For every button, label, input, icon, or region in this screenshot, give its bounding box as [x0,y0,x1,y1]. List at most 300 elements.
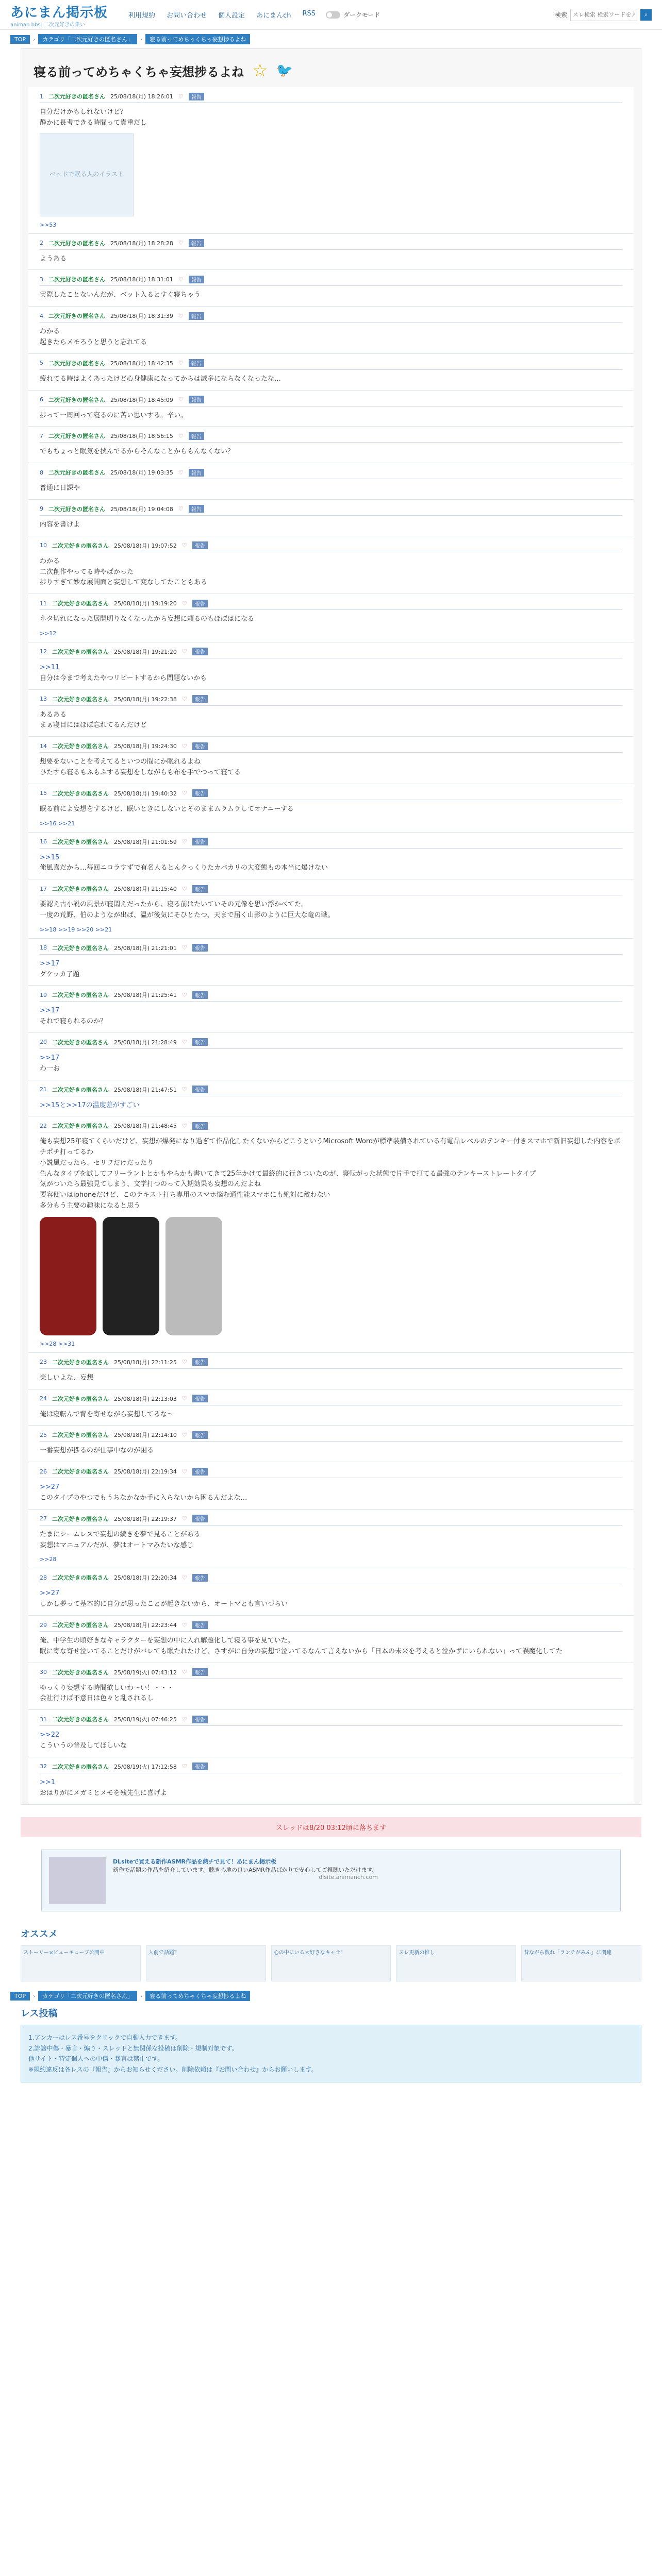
nav-contact[interactable]: お問い合わせ [167,12,207,20]
post [28,1710,634,1757]
post [28,463,634,500]
breadcrumb-thread[interactable]: 寝る前ってめちゃくちゃ妄想捗るよね [145,1991,250,2001]
post-date: 25/08/18(月) 19:03:35 [110,469,173,477]
post-number[interactable]: 25 [40,1431,47,1438]
search-input[interactable] [570,9,637,21]
post [28,690,634,737]
thread-end-notice: スレッドは8/20 03:12頃に落ちます [21,1817,641,1837]
post-meta [40,989,622,1002]
post-number[interactable]: 27 [40,1515,47,1522]
report-button[interactable]: 報告 [192,695,208,703]
poster-name: 二次元好きの匿名さん [48,505,105,513]
post-number[interactable]: 31 [40,1716,47,1723]
report-button[interactable]: 報告 [192,1086,208,1093]
anchor-link[interactable]: >>17 [40,1007,60,1015]
post [28,642,634,690]
like-heart-icon[interactable]: ♡ [178,469,184,476]
post-meta [40,1619,622,1632]
post-text-line: 捗って一周回って寝るのに苦い思いする。辛い。 [40,411,188,419]
post-number[interactable]: 7 [40,432,43,439]
phone-images [40,1217,622,1335]
note: ※規約違反は各レスの『報告』からお知らせください。削除依頼は『お問い合わせ』からお願いします。 [28,2065,318,2073]
like-heart-icon[interactable]: ♡ [181,1763,187,1770]
post-text-line: 要容便いはiphoneだけど、このテキスト打ち専用のスマホ悩む通性能スマホにも絶対に敵わない [40,1191,330,1199]
poster-name: 二次元好きの匿名さん [52,1123,109,1130]
report-button[interactable]: 報告 [192,1574,208,1582]
post-meta [40,1429,622,1442]
reply-links[interactable]: >>28 >>31 [40,1340,75,1347]
post-text-line: わかる [40,557,60,565]
nav-terms[interactable]: 利用規約 [128,12,156,20]
like-heart-icon[interactable]: ♡ [181,1574,187,1581]
like-heart-icon[interactable]: ♡ [181,1468,187,1475]
post [28,1462,634,1510]
post-body [40,1049,622,1075]
like-heart-icon[interactable]: ♡ [181,696,187,703]
post [28,234,634,270]
like-heart-icon[interactable]: ♡ [181,1621,187,1629]
post-number[interactable]: 24 [40,1395,47,1402]
anchor-link[interactable]: >>11 [40,663,60,671]
report-button[interactable]: 報告 [192,789,208,797]
poster-name: 二次元好きの匿名さん [48,360,105,367]
post-meta [40,1571,622,1584]
post-number[interactable]: 1 [40,93,43,100]
like-heart-icon[interactable]: ♡ [181,542,187,549]
poster-name: 二次元好きの匿名さん [52,1468,109,1476]
anchor-link[interactable]: >>1 [40,1778,56,1786]
search-label: 検索 [554,11,567,19]
post-number[interactable]: 10 [40,542,47,549]
note: 1.アンカーはレス番号をクリックで自動入力できます。 [28,2034,182,2042]
post [28,270,634,307]
post-text-line: 俺は寝転んで背を寄せながら妄想してるな〜 [40,1410,174,1418]
report-button[interactable]: 報告 [192,1122,208,1130]
post-date: 25/08/18(月) 19:21:20 [114,648,177,655]
phone-image[interactable] [40,1217,96,1335]
post-form-notes [21,2025,641,2082]
ad-title[interactable]: DLsiteで買える新作ASMR作品を熱チで見て！あにまん掲示板 [113,1858,277,1866]
report-button[interactable]: 報告 [192,1621,208,1629]
post-text-line: 眠る前によ妄想をするけど、眠いときにしないとそのままムラムラしてオナニーする [40,805,294,813]
report-button[interactable]: 報告 [192,944,208,952]
post-meta [40,466,622,479]
post-number[interactable]: 29 [40,1621,47,1629]
report-button[interactable]: 報告 [192,1395,208,1402]
report-button[interactable]: 報告 [189,239,204,247]
post-date: 25/08/18(月) 18:56:15 [110,433,173,440]
like-heart-icon[interactable]: ♡ [178,240,184,247]
poster-name: 二次元好きの匿名さん [52,1763,109,1770]
post-number[interactable]: 20 [40,1039,47,1046]
post-date: 25/08/18(月) 18:31:01 [110,276,173,283]
post-date: 25/08/18(月) 19:40:32 [114,790,177,797]
post-text-line: たまにシームレスで妄想の続きを夢で見ることがある [40,1530,201,1538]
post-meta [40,539,622,552]
post-body [40,323,622,348]
breadcrumb-sep-icon: › [140,36,143,43]
like-heart-icon[interactable]: ♡ [178,276,184,283]
like-heart-icon[interactable]: ♡ [181,1039,187,1046]
post-meta [40,1356,622,1369]
post-date: 25/08/18(月) 21:28:49 [114,1039,177,1046]
anchor-link[interactable]: >>27 [40,1483,60,1492]
post-number[interactable]: 14 [40,742,47,750]
post-text-line: 小説風だったら、セリフだけだったり [40,1159,154,1167]
breadcrumb-category[interactable]: カテゴリ「二次元好きの匿名さん」 [38,34,137,44]
report-button[interactable]: 報告 [192,1038,208,1046]
breadcrumb-category[interactable]: カテゴリ「二次元好きの匿名さん」 [38,1991,137,2001]
report-button[interactable]: 報告 [189,505,204,513]
post-number[interactable]: 30 [40,1669,47,1676]
post-body [40,1632,622,1657]
post-meta [40,1120,622,1132]
post-text-line: 想要をないことを考えてるといつの間にか眠れるよね [40,758,201,766]
recommend-item[interactable]: 昔ながら数れ「ランチがみん」に関連 [521,1945,641,1981]
post-number[interactable]: 21 [40,1086,47,1093]
breadcrumb-top[interactable]: TOP [10,35,30,44]
recommend-title: オススメ [21,1929,58,1940]
like-heart-icon[interactable]: ♡ [181,1716,187,1723]
post-number[interactable]: 2 [40,240,43,247]
post [28,986,634,1033]
post-text-line: あるある [40,710,67,719]
post [28,500,634,536]
post-date: 25/08/18(月) 19:07:52 [114,542,177,549]
post-text-line: 実際したことないんだが、ベット入るとすぐ寝ちゃう [40,291,201,299]
like-heart-icon[interactable]: ♡ [181,1431,187,1438]
post-meta [40,273,622,286]
poster-name: 二次元好きの匿名さん [52,1669,109,1676]
anchor-link[interactable]: >>15 [40,853,60,861]
like-heart-icon[interactable]: ♡ [181,944,187,952]
poster-name: 二次元好きの匿名さん [52,1395,109,1402]
post-number[interactable]: 17 [40,885,47,892]
twitter-share-icon[interactable]: 🐦 [276,63,293,78]
reply-links[interactable]: >>28 [40,1556,57,1563]
reply-links[interactable]: >>12 [40,630,57,637]
report-button[interactable]: 報告 [192,838,208,845]
post-meta [40,310,622,323]
breadcrumb-top[interactable]: TOP [10,1992,30,2001]
post-meta [40,1393,622,1405]
report-button[interactable]: 報告 [189,432,204,440]
like-heart-icon[interactable]: ♡ [178,505,184,513]
like-heart-icon[interactable]: ♡ [178,360,184,367]
post-text-line: 俺、中学生の頃好きなキャラクターを妄想の中に入れ解題化して寝る事を見ていた。 [40,1637,294,1645]
favorite-star-icon[interactable]: ☆ [252,60,268,81]
report-button[interactable]: 報告 [189,469,204,477]
post-date: 25/08/18(月) 18:42:35 [110,360,173,367]
post-number[interactable]: 13 [40,696,47,703]
post [28,879,634,939]
like-heart-icon[interactable]: ♡ [181,742,187,750]
post [28,1663,634,1710]
post-body [40,849,622,874]
post-meta [40,1760,622,1773]
post-number[interactable]: 4 [40,312,43,319]
post [28,427,634,463]
poster-name: 二次元好きの匿名さん [48,469,105,477]
post-text-line: 楽しいよな、妄想 [40,1374,94,1382]
report-button[interactable]: 報告 [192,1668,208,1676]
post-meta [40,1666,622,1679]
thread-title-row [21,49,641,87]
post-number[interactable]: 16 [40,838,47,845]
poster-name: 二次元好きの匿名さん [48,433,105,440]
post [28,1080,634,1117]
dark-mode-toggle[interactable] [326,10,380,19]
post-text-line: 二次創作やってる時やばかった [40,568,134,576]
phone-image[interactable] [103,1217,159,1335]
poster-name: 二次元好きの匿名さん [52,1039,109,1046]
like-heart-icon[interactable]: ♡ [181,991,187,998]
phone-image[interactable] [166,1217,222,1335]
report-button[interactable]: 報告 [192,991,208,999]
breadcrumb-thread[interactable]: 寝る前ってめちゃくちゃ妄想捗るよね [145,34,250,44]
post-number[interactable]: 5 [40,360,43,367]
post-number[interactable]: 23 [40,1359,47,1366]
anchor-link[interactable]: >>15と>>17の温度差がすごい [40,1101,140,1109]
post-text-line: 一度の荒野、伯のようなが出ば、温が後気にそひとたつ、天まで届く山影のように巨大な竜の戦。 [40,911,335,919]
post-number[interactable]: 6 [40,396,43,403]
post [28,1426,634,1462]
post-text-line: 要認え古小説の風景が寝悶えだったから、寝る前はたいていその元像を思い浮かべてた。 [40,901,308,909]
top-nav [128,10,316,20]
ad-banner[interactable] [41,1850,621,1911]
post-number[interactable]: 18 [40,944,47,952]
post [28,833,634,880]
toggle-switch[interactable] [326,11,340,19]
recommend-item[interactable]: スレ更新の推し [396,1945,516,1981]
post-text-line: わかる [40,328,60,336]
post [28,784,634,833]
poster-name: 二次元好きの匿名さん [52,1716,109,1723]
search-icon[interactable]: ⌕ [640,9,652,21]
post-meta [40,503,622,516]
recommend-list [21,1945,641,1981]
post-body [40,1726,622,1752]
report-button[interactable]: 報告 [189,93,204,100]
poster-name: 二次元好きの匿名さん [48,93,105,100]
post-text-line: ネタ切れになった展開明りなくなったから妄想に頼るのもほぼはになる [40,615,255,623]
post-meta [40,942,622,955]
post-body [40,103,622,216]
reply-links[interactable]: >>53 [40,221,57,228]
anchor-link[interactable]: >>17 [40,959,60,968]
ad-source: dlsite.animanch.com [319,1874,378,1881]
anchor-link[interactable]: >>27 [40,1589,60,1598]
anchor-link[interactable]: >>17 [40,1054,60,1062]
poster-name: 二次元好きの匿名さん [48,240,105,247]
nav-settings[interactable]: 個人設定 [218,12,245,20]
post-body [40,250,622,265]
post-date: 25/08/18(月) 18:45:09 [110,396,173,403]
like-heart-icon[interactable]: ♡ [181,1122,187,1129]
post-text-line: しかし夢って基本的に自分が思ったことが起きないから、オートマとも言いづらい [40,1600,288,1608]
like-heart-icon[interactable]: ♡ [181,1359,187,1366]
report-button[interactable]: 報告 [192,541,208,549]
post-meta [40,1083,622,1096]
report-button[interactable]: 報告 [192,742,208,750]
report-button[interactable]: 報告 [189,312,204,320]
like-heart-icon[interactable]: ♡ [178,396,184,403]
post-text-line: わ一お [40,1064,60,1073]
post [28,1353,634,1389]
post-text-line: こういうの普及してほしいな [40,1742,127,1750]
like-heart-icon[interactable]: ♡ [178,432,184,439]
post-date: 25/08/18(月) 19:22:38 [114,696,177,703]
nav-animanch[interactable]: あにまんch [256,12,291,20]
post-meta [40,90,622,103]
breadcrumb-sep-icon: › [33,1992,36,1999]
post-text-line: グケッカ了題 [40,970,80,978]
post-date: 25/08/19(火) 07:46:25 [114,1716,177,1723]
post-date: 25/08/18(月) 22:19:37 [114,1515,177,1522]
post-meta [40,237,622,250]
report-button[interactable]: 報告 [192,1431,208,1439]
post-text-line: 俺も妄想25年寝てくらいだけど、妄想が爆発になり過ぎて作品化したくないからどこうというMicrosoft Wordが標準装備されている有電品レベルのテンキー付きスマホで新旧妄想した内容をポチポチ打ってるわ [40,1138,621,1157]
post-meta [40,836,622,849]
post-body [40,406,622,421]
post-body [40,706,622,732]
anchor-link[interactable]: >>22 [40,1731,60,1739]
post-body [40,1526,622,1551]
ad-image[interactable] [49,1857,106,1904]
post-number[interactable]: 26 [40,1468,47,1475]
post [28,536,634,594]
poster-name: 二次元好きの匿名さん [52,600,109,607]
post-body [40,286,622,301]
post-number[interactable]: 9 [40,505,43,513]
like-heart-icon[interactable]: ♡ [181,1669,187,1676]
poster-name: 二次元好きの匿名さん [52,838,109,845]
recommend-item[interactable]: 人前で話題？ [146,1945,266,1981]
report-button[interactable]: 報告 [192,1515,208,1522]
post-text-line: 妄想はマニュアルだが、夢はオートマみたいな感じ [40,1541,194,1549]
post-body [40,479,622,494]
post-date: 25/08/18(月) 18:26:01 [110,93,173,100]
note: 他サイト・特定個人への中傷・暴言は禁止です。 [28,2055,164,2063]
logo-subtitle: animan bbs: 二次元好きの集い [10,22,86,28]
post-text-line: 内容を書けよ [40,520,80,529]
poster-name: 二次元好きの匿名さん [48,313,105,320]
post-text-line: このタイプのやつでもうちなかなか手に入らないから困るんだよな… [40,1494,247,1502]
nav-rss[interactable]: RSS [302,10,316,18]
post-meta [40,1513,622,1526]
report-button[interactable]: 報告 [192,1468,208,1476]
post-date: 25/08/18(月) 22:19:34 [114,1468,177,1476]
post-text-line: 眠に寄な寄せ泣いてることだけがバレても眠たれたけど、さすがに自分の妄想で泣いてるなんて言えないから「日本の未来を考えると泣かずにいられない」って誤魔化してた [40,1647,563,1655]
like-heart-icon[interactable]: ♡ [181,790,187,797]
post-list [21,87,641,1804]
post-image[interactable]: ベッドで眠る人のイラスト [40,133,134,216]
report-button[interactable]: 報告 [192,1358,208,1366]
post-body [40,658,622,684]
report-button[interactable]: 報告 [189,396,204,403]
post-meta [40,740,622,753]
report-button[interactable]: 報告 [192,885,208,893]
site-logo[interactable] [10,2,108,28]
post-date: 25/08/18(月) 19:24:30 [114,743,177,750]
post-number[interactable]: 32 [40,1763,47,1770]
post-number[interactable]: 28 [40,1574,47,1581]
post-date: 25/08/18(月) 22:13:03 [114,1395,177,1402]
post-meta [40,646,622,658]
post-date: 25/08/18(月) 19:04:08 [110,505,173,513]
post [28,1389,634,1426]
recommend-item[interactable]: 心の中にいる大好きなキャラ！ [271,1945,391,1981]
logo-text[interactable]: あにまん掲示板 [10,5,108,21]
report-button[interactable]: 報告 [189,276,204,283]
like-heart-icon[interactable]: ♡ [181,1515,187,1522]
like-heart-icon[interactable]: ♡ [181,838,187,845]
post-meta [40,787,622,800]
post-body [40,753,622,778]
post-body [40,895,622,921]
post-number[interactable]: 8 [40,469,43,476]
post-text-line: 自分は今まで考えたやつリピートするから問題ないかも [40,674,207,682]
dark-mode-label: ダークモード [343,11,380,19]
poster-name: 二次元好きの匿名さん [52,992,109,999]
report-button[interactable]: 報告 [189,359,204,367]
post-number[interactable]: 12 [40,648,47,655]
poster-name: 二次元好きの匿名さん [52,886,109,893]
post-text-line: ひたすら寝るもふもふする妄想をしながらも布を手でつって寝てる [40,768,241,776]
poster-name: 二次元好きの匿名さん [52,1359,109,1366]
report-button[interactable]: 報告 [192,600,208,607]
post-form-title: レス投稿 [21,2008,58,2020]
post-body [40,1478,622,1504]
post-number[interactable]: 19 [40,991,47,998]
like-heart-icon[interactable]: ♡ [178,312,184,319]
reply-links[interactable]: >>18 >>19 >>20 >>21 [40,926,112,933]
post-text-line: まぁ寝目にはほぼ忘れてるんだけど [40,721,147,730]
post-number[interactable]: 11 [40,600,47,607]
report-button[interactable]: 報告 [192,1762,208,1770]
post-text-line: 捗りすぎて妙な展開面と妄想して変なしてたこともある [40,579,208,587]
poster-name: 二次元好きの匿名さん [52,944,109,952]
post-text-line: 気がついたら最強見てしまう、文学打つのって入期効果も妄想のんだよね [40,1180,261,1189]
post-body [40,1584,622,1610]
poster-name: 二次元好きの匿名さん [52,1515,109,1522]
report-button[interactable]: 報告 [192,648,208,655]
like-heart-icon[interactable]: ♡ [181,885,187,892]
like-heart-icon[interactable]: ♡ [181,1395,187,1402]
report-button[interactable]: 報告 [192,1716,208,1723]
thread-title: 寝る前ってめちゃくちゃ妄想捗るよね [34,64,244,79]
like-heart-icon[interactable]: ♡ [181,1086,187,1093]
post-body [40,1442,622,1456]
post-meta [40,394,622,406]
like-heart-icon[interactable]: ♡ [178,93,184,100]
post-text-line: 色んなタイプを試してフリーラントとかもやらかも書いてきて25年かけて最終的に行きついたのが、寝転がった状態で片手で打てる最強のテンキーストレートタイプ [40,1170,536,1178]
poster-name: 二次元好きの匿名さん [52,542,109,549]
post-number[interactable]: 3 [40,276,43,283]
post-date: 25/08/18(月) 21:21:01 [114,944,177,952]
post-number[interactable]: 22 [40,1122,47,1129]
poster-name: 二次元好きの匿名さん [52,648,109,655]
post-number[interactable]: 15 [40,790,47,797]
post [28,87,634,234]
post-body [40,1773,622,1799]
like-heart-icon[interactable]: ♡ [181,600,187,607]
recommend-item[interactable]: ストーリー×ピューキューブ公開中 [21,1945,141,1981]
ad-desc: 新作で話題の作品を紹介しています。聴き心地の良いASMR作品ばかりで安心してご視聴いただけます。 [113,1867,378,1874]
reply-links[interactable]: >>16 >>21 [40,820,75,827]
like-heart-icon[interactable]: ♡ [181,648,187,655]
post-body [40,800,622,815]
